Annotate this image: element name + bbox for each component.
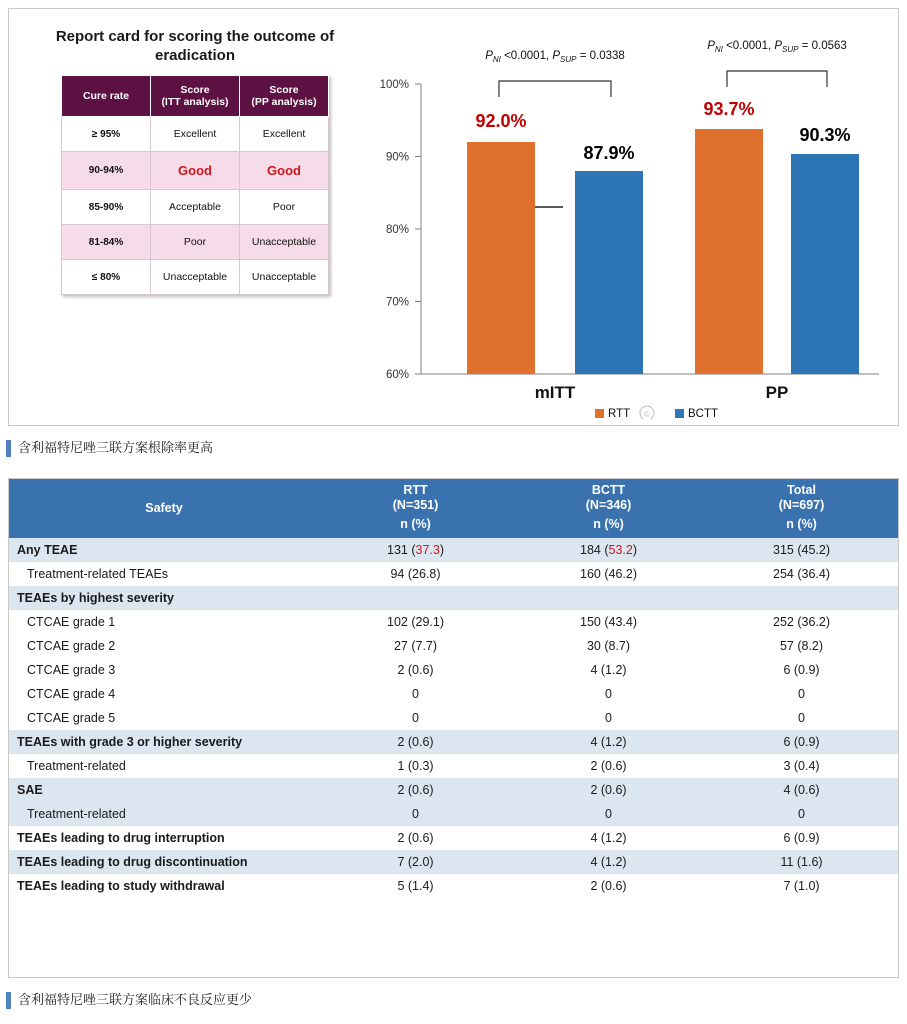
table-header-row	[62, 76, 329, 117]
cell-rtt: 131 (37.3)	[319, 538, 512, 562]
report-card-header-itt	[151, 76, 240, 117]
y-tick-labels	[380, 79, 409, 381]
cell-bctt: 4 (1.2)	[512, 826, 705, 850]
row-label: Any TEAE	[9, 538, 319, 562]
caption-accent-bar	[6, 992, 11, 1009]
x-tick-label-pp: PP	[765, 383, 789, 402]
y-tick-label: 100%	[379, 79, 409, 91]
cell-rtt: 2 (0.6)	[319, 730, 512, 754]
bar-rtt-pp	[695, 129, 763, 374]
cell-total: 315 (45.2)	[705, 538, 898, 562]
table-row	[9, 562, 898, 586]
caption-text: 含利福特尼唑三联方案根除率更高	[18, 440, 214, 455]
legend-label-bctt: BCTT	[688, 408, 719, 419]
cell-rtt: 2 (0.6)	[319, 658, 512, 682]
cell-pp: Unacceptable	[240, 260, 329, 295]
header-col-name: Total	[787, 483, 816, 497]
cell-bctt: 0	[512, 682, 705, 706]
cell-pp: Excellent	[240, 117, 329, 152]
y-tick-label: 90%	[385, 151, 409, 164]
cell-pp: Unacceptable	[240, 225, 329, 260]
header-safety: Safety	[9, 479, 319, 538]
x-tick-label-mitt: mITT	[534, 383, 576, 402]
data-label-bctt-pp: 90.3%	[799, 125, 851, 145]
legend-swatch-bctt	[675, 409, 684, 418]
bracket-mitt	[499, 81, 611, 97]
cell-bctt: 4 (1.2)	[512, 850, 705, 874]
table-row	[62, 190, 329, 225]
cell-bctt: 150 (43.4)	[512, 610, 705, 634]
cell-total: 6 (0.9)	[705, 658, 898, 682]
figure-panel	[8, 8, 899, 426]
row-label: TEAEs leading to drug interruption	[9, 826, 319, 850]
y-axis-ticks	[415, 84, 421, 374]
safety-table	[9, 479, 898, 898]
table-row	[9, 610, 898, 634]
row-label: Treatment-related	[9, 802, 319, 826]
cell-total: 3 (0.4)	[705, 754, 898, 778]
row-label: CTCAE grade 3	[9, 658, 319, 682]
cell-total: 254 (36.4)	[705, 562, 898, 586]
cell-bctt: 4 (1.2)	[512, 730, 705, 754]
cell-total: 0	[705, 682, 898, 706]
caption-accent-bar	[6, 440, 11, 457]
table-row	[62, 117, 329, 152]
cell-bctt: 2 (0.6)	[512, 778, 705, 802]
row-label: CTCAE grade 5	[9, 706, 319, 730]
table-row	[62, 225, 329, 260]
cell-rtt: 2 (0.6)	[319, 826, 512, 850]
cell-cure-rate: 85-90%	[62, 190, 151, 225]
annotation-mitt	[485, 50, 625, 64]
cell-bctt	[512, 586, 705, 610]
cell-bctt: 0	[512, 706, 705, 730]
cell-rtt: 0	[319, 706, 512, 730]
table-row	[9, 730, 898, 754]
header-total	[705, 479, 898, 517]
cell-itt: Poor	[151, 225, 240, 260]
row-label: Treatment-related TEAEs	[9, 562, 319, 586]
table-caption	[6, 992, 252, 1009]
cell-itt: Good	[151, 152, 240, 190]
table-row	[9, 874, 898, 898]
cell-bctt: 0	[512, 802, 705, 826]
header-col-name: BCTT	[591, 483, 626, 497]
data-label-rtt-pp: 93.7%	[703, 99, 755, 119]
cell-bctt: 184 (53.2)	[512, 538, 705, 562]
row-label: CTCAE grade 2	[9, 634, 319, 658]
report-card-header-pp	[240, 76, 329, 117]
header-line: (PP analysis)	[251, 96, 317, 108]
header-col-n: (N=346)	[585, 498, 632, 512]
table-row	[9, 586, 898, 610]
cell-total	[705, 586, 898, 610]
table-row	[9, 682, 898, 706]
cell-rtt: 0	[319, 802, 512, 826]
table-row	[9, 634, 898, 658]
report-card	[49, 27, 341, 295]
y-tick-label: 70%	[385, 296, 409, 309]
header-col-n: (N=351)	[392, 498, 439, 512]
cell-pp: Good	[240, 152, 329, 190]
row-label: CTCAE grade 1	[9, 610, 319, 634]
row-label: SAE	[9, 778, 319, 802]
row-label: CTCAE grade 4	[9, 682, 319, 706]
report-card-title: Report card for scoring the outcome of eradication	[55, 28, 335, 64]
bar-bctt-mitt	[575, 171, 643, 374]
table-row	[9, 754, 898, 778]
cell-itt: Unacceptable	[151, 260, 240, 295]
legend-label-rtt: RTT	[608, 408, 631, 419]
cell-bctt: 2 (0.6)	[512, 874, 705, 898]
header-line: (ITT analysis)	[161, 96, 229, 108]
cell-total: 6 (0.9)	[705, 826, 898, 850]
cell-rtt: 7 (2.0)	[319, 850, 512, 874]
cell-total: 11 (1.6)	[705, 850, 898, 874]
cell-cure-rate: 90-94%	[62, 152, 151, 190]
figure-caption	[6, 440, 213, 457]
data-label-rtt-mitt: 92.0%	[475, 111, 527, 131]
table-row	[9, 778, 898, 802]
cell-itt: Excellent	[151, 117, 240, 152]
y-tick-label: 80%	[385, 224, 409, 236]
report-card-header-cure-rate	[62, 76, 151, 117]
header-rtt	[319, 479, 512, 517]
row-label: TEAEs with grade 3 or higher severity	[9, 730, 319, 754]
header-unit-rtt: n (%)	[319, 517, 512, 538]
cell-total: 6 (0.9)	[705, 730, 898, 754]
header-unit-total: n (%)	[705, 517, 898, 538]
cell-cure-rate: ≥ 95%	[62, 117, 151, 152]
safety-table-body	[9, 538, 898, 898]
table-row	[62, 152, 329, 190]
header-line: Cure rate	[82, 90, 130, 102]
table-row	[9, 850, 898, 874]
cell-rtt: 0	[319, 682, 512, 706]
bracket-pp	[727, 71, 827, 87]
header-unit-bctt: n (%)	[512, 517, 705, 538]
row-label: Treatment-related	[9, 754, 319, 778]
row-label: TEAEs by highest severity	[9, 586, 319, 610]
header-bctt	[512, 479, 705, 517]
cell-rtt: 27 (7.7)	[319, 634, 512, 658]
bar-bctt-pp	[791, 154, 859, 374]
cell-total: 0	[705, 802, 898, 826]
safety-table-panel	[8, 478, 899, 978]
cell-total: 57 (8.2)	[705, 634, 898, 658]
header-col-name: RTT	[403, 483, 428, 497]
table-row	[9, 826, 898, 850]
cell-bctt: 2 (0.6)	[512, 754, 705, 778]
cell-rtt: 5 (1.4)	[319, 874, 512, 898]
row-label: TEAEs leading to drug discontinuation	[9, 850, 319, 874]
y-tick-label: 60%	[385, 369, 409, 381]
cell-bctt: 30 (8.7)	[512, 634, 705, 658]
cell-bctt: 4 (1.2)	[512, 658, 705, 682]
table-row	[9, 538, 898, 562]
bar-rtt-mitt	[467, 142, 535, 374]
cell-rtt	[319, 586, 512, 610]
table-row	[62, 260, 329, 295]
table-header-row	[9, 479, 898, 517]
cell-rtt: 102 (29.1)	[319, 610, 512, 634]
cell-total: 7 (1.0)	[705, 874, 898, 898]
cell-bctt: 160 (46.2)	[512, 562, 705, 586]
cell-total: 0	[705, 706, 898, 730]
table-row	[9, 802, 898, 826]
cell-rtt: 1 (0.3)	[319, 754, 512, 778]
header-line: Score	[269, 84, 299, 96]
eradication-bar-chart	[359, 19, 894, 419]
chart-svg	[359, 19, 894, 419]
table-row	[9, 658, 898, 682]
legend-swatch-rtt	[595, 409, 604, 418]
header-col-n: (N=697)	[778, 498, 825, 512]
svg-text:PNI <0.0001, PSUP = 0.0338: $P_{NI} <0.0001$, $P_{SUP} = 0.0338$	[485, 50, 625, 64]
cell-rtt: 2 (0.6)	[319, 778, 512, 802]
watermark-glyph: ©	[644, 410, 650, 419]
cell-total: 4 (0.6)	[705, 778, 898, 802]
caption-text: 含利福特尼唑三联方案临床不良反应更少	[18, 992, 253, 1007]
svg-text:PNI <0.0001, PSUP = 0.0563: $P_{NI} <0.0001$, $P_{SUP} = 0.0563$	[707, 40, 847, 54]
report-card-table	[61, 75, 329, 295]
cell-pp: Poor	[240, 190, 329, 225]
cell-itt: Acceptable	[151, 190, 240, 225]
cell-total: 252 (36.2)	[705, 610, 898, 634]
cell-cure-rate: ≤ 80%	[62, 260, 151, 295]
cell-cure-rate: 81-84%	[62, 225, 151, 260]
table-row	[9, 706, 898, 730]
annotation-pp	[707, 40, 847, 54]
cell-rtt: 94 (26.8)	[319, 562, 512, 586]
header-line: Score	[180, 84, 210, 96]
data-label-bctt-mitt: 87.9%	[583, 143, 635, 163]
row-label: TEAEs leading to study withdrawal	[9, 874, 319, 898]
